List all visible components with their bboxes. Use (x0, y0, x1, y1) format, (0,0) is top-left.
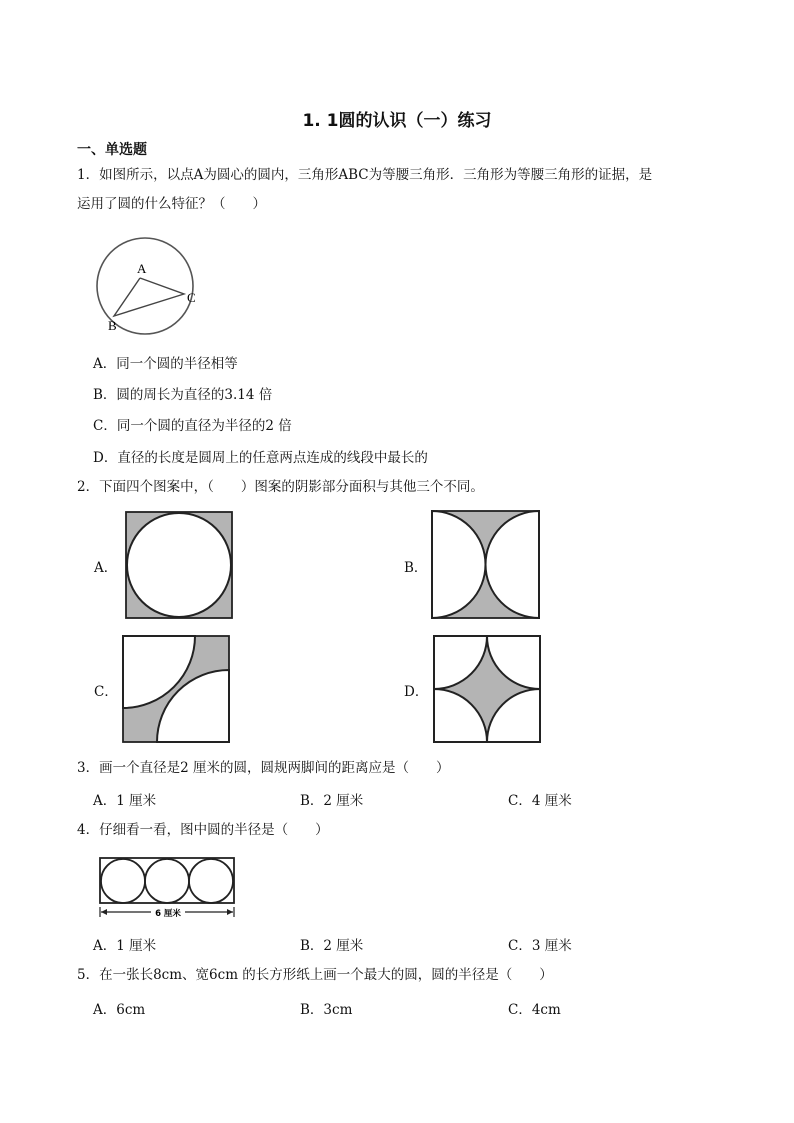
q3-option-a[interactable]: A．1 厘米 (93, 793, 157, 809)
q1-label-b: B (108, 318, 117, 333)
q2-label-a[interactable]: A． (94, 560, 118, 576)
question-4-figure (99, 857, 237, 920)
q1-option-d[interactable]: D．直径的长度是圆周上的任意两点连成的线段中最长的 (93, 450, 428, 466)
q2-figure-b[interactable] (432, 511, 539, 618)
question-1-line2: 运用了圆的什么特征？（ ） (77, 196, 266, 212)
question-5-text: 5．在一张长8cm、宽6cm 的长方形纸上画一个最大的圆，圆的半径是（ ） (77, 967, 553, 983)
question-1-line1: 1．如图所示，以点A为圆心的圆内，三角形ABC为等腰三角形．三角形为等腰三角形的证据，是 (77, 167, 653, 183)
q3-option-b[interactable]: B．2 厘米 (300, 793, 364, 809)
q5-option-a[interactable]: A．6cm (93, 1002, 146, 1018)
q1-label-c: C (187, 290, 196, 305)
question-3-text: 3．画一个直径是2 厘米的圆，圆规两脚间的距离应是（ ） (77, 760, 450, 776)
q3-option-c[interactable]: C．4 厘米 (508, 793, 572, 809)
question-2-text: 2．下面四个图案中，（ ）图案的阴影部分面积与其他三个不同。 (77, 479, 484, 495)
q2-figure-d[interactable] (434, 636, 540, 742)
q4-dimension-label: 6 厘米 (155, 909, 181, 919)
q1-triangle (114, 278, 184, 316)
question-4-text: 4．仔细看一看，图中圆的半径是（ ） (77, 822, 329, 838)
question-1-figure (96, 236, 206, 336)
section-heading: 一、单选题 (77, 142, 147, 158)
q1-option-b[interactable]: B．圆的周长为直径的3.14 倍 (93, 387, 273, 403)
q4-option-b[interactable]: B．2 厘米 (300, 938, 364, 954)
q4-rectangle (100, 858, 234, 903)
q5-option-b[interactable]: B．3cm (300, 1002, 353, 1018)
q1-label-a: A (137, 261, 147, 276)
q1-option-c[interactable]: C．同一个圆的直径为半径的2 倍 (93, 418, 292, 434)
q5-option-c[interactable]: C．4cm (508, 1002, 561, 1018)
q2-figure-c[interactable] (123, 636, 229, 742)
q2-figure-a[interactable] (126, 512, 232, 618)
q2-label-d[interactable]: D． (404, 684, 429, 700)
q4-circle-3 (189, 859, 233, 903)
q1-option-a[interactable]: A．同一个圆的半径相等 (93, 356, 238, 372)
q4-circle-1 (101, 859, 145, 903)
q2-label-c[interactable]: C． (94, 684, 118, 700)
q4-circle-2 (145, 859, 189, 903)
q4-option-c[interactable]: C．3 厘米 (508, 938, 572, 954)
q4-option-a[interactable]: A．1 厘米 (93, 938, 157, 954)
q2-label-b[interactable]: B． (404, 560, 428, 576)
page-title: 1. 1圆的认识（一）练习 (302, 111, 492, 131)
